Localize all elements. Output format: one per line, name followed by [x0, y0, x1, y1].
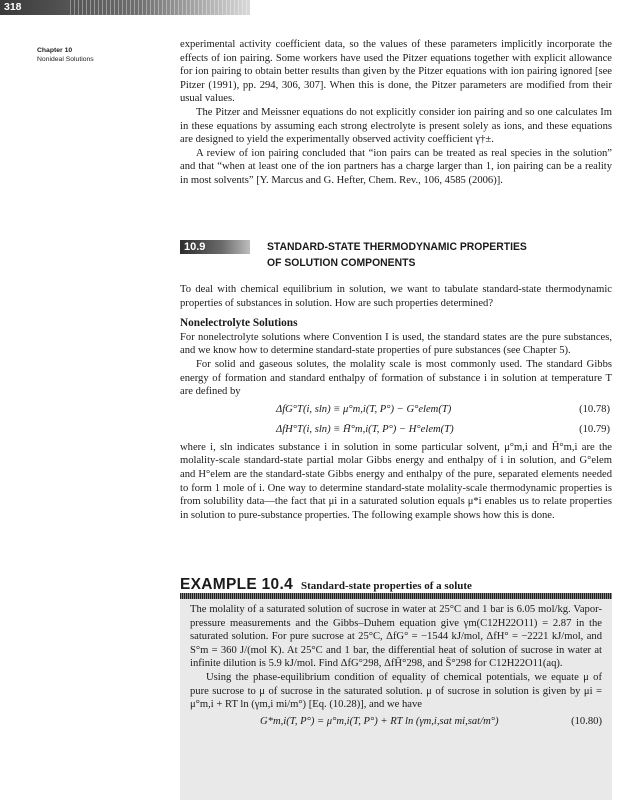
equation-10-80	[190, 714, 602, 732]
equation-10-78-body: ΔfG°T(i, sln) ≡ μ°m,i(T, P°) − G°elem(T)	[276, 403, 452, 415]
section-paragraph-4: where i, sln indicates substance i in solution in some particular solvent, μ°m,i and H̄°m,i are the molality-scale standard-state partial molar Gibbs energy and enthalpy of i in solution, and G°elem and H°elem are the standard-state Gibbs energy and enthalpy of the pure, separated elements needed to form 1 mole of i. One way to determine standard-state molality-scale thermodynamic properties is from solubility data—the fact that μi in a saturated solution equals μ*i enables us to relate properties in solution to pure-substance properties. The following example shows how this is done.	[180, 441, 612, 521]
page-header-tab	[0, 0, 250, 15]
example-heading	[180, 576, 612, 594]
section-number: 10.9	[180, 240, 250, 254]
chapter-label: Chapter 10	[37, 47, 73, 54]
header-stripes	[70, 0, 250, 15]
chapter-title: Nonideal Solutions	[37, 56, 94, 63]
example-body	[190, 603, 602, 732]
equation-10-79-body: ΔfH°T(i, sln) ≡ H̄°m,i(T, P°) − H°elem(T)	[276, 423, 454, 435]
example-label: EXAMPLE 10.4	[180, 576, 294, 593]
intro-paragraph-2: The Pitzer and Meissner equations do not explicitly consider ion pairing and so one calculates Im in these equations by assuming each strong electrolyte is present solely as ions, and these equations are designed to yield the experimentally observed activity coefficient γ†±.	[180, 106, 612, 146]
chapter-sidebar	[37, 46, 167, 64]
intro-paragraph-3: A review of ion pairing concluded that “ion pairs can be treated as real species in the solution” and that “when at least one of the ion partners has a charge larger than 1, ion pairing can be a reality in most solvents” [Y. Marcus and G. Hefter, Chem. Rev., 106, 4585 (2006)].	[180, 147, 612, 186]
section-heading	[180, 238, 612, 274]
example-paragraph-1: The molality of a saturated solution of sucrose in water at 25°C and 1 bar is 6.05 mol/kg. Vapor-pressure measurements and the Gibbs–Duhem equation give γm(C12H22O11) = 2.87 in the saturated solution. For pure sucrose at 25°C, ΔfG° = −1544 kJ/mol, ΔfH° = −2221 kJ/mol, and S°m = 360 J/(mol K). At 25°C and 1 bar, the differential heat of solution of sucrose in water at infinite dilution is 5.9 kJ/mol. Find ΔfG°298, ΔfH̄°298, and S̄°298 for C12H22O11(aq).	[190, 604, 602, 670]
section-paragraph-3: For solid and gaseous solutes, the molality scale is most commonly used. The standard Gibbs energy of formation and standard enthalpy of formation of substance i in solution at temperature T are defined by	[180, 358, 612, 398]
section-title-line-1: STANDARD-STATE THERMODYNAMIC PROPERTIES	[267, 241, 527, 253]
intro-paragraph-1: experimental activity coefficient data, so the values of these parameters implicitly incorporate the effects of ion pairing. Some workers have used the Pitzer equations together with explicit allowance for ion pairing to obtain better results than given by the Pitzer equations with ion pairing ignored [see Pitzer (1991), pp. 294, 306, 307]. When this is done, the Pitzer parameters are modified from their usual values.	[180, 39, 612, 105]
equation-10-80-number: (10.80)	[571, 715, 602, 727]
equation-10-80-body: G*m,i(T, P°) = μ°m,i(T, P°) + RT ln (γm,i,sat mi,sat/m°)	[260, 715, 499, 727]
section-title-line-2: OF SOLUTION COMPONENTS	[267, 257, 416, 269]
section-body	[180, 283, 612, 522]
example-paragraph-2: Using the phase-equilibrium condition of equality of chemical potentials, we equate μ of pure sucrose to μ of sucrose in the saturated solution. μ of sucrose in solution is given by μi = μ°m,i + RT ln (γm,i mi/m°) [Eq. (10.28)], and we have	[190, 671, 602, 711]
equation-10-79	[180, 421, 612, 439]
example-title: Standard-state properties of a solute	[301, 580, 472, 592]
section-title	[267, 239, 584, 271]
equation-10-78-number: (10.78)	[579, 403, 610, 415]
page-number: 318	[4, 1, 22, 13]
equation-10-78	[180, 401, 612, 419]
equation-10-79-number: (10.79)	[579, 423, 610, 435]
subheading-nonelectrolyte: Nonelectrolyte Solutions	[180, 317, 298, 330]
intro-text	[180, 38, 612, 188]
section-paragraph-2: For nonelectrolyte solutions where Convention I is used, the standard states are the pure substances, and we know how to determine standard-state properties of pure substances (see Chapter 5).	[180, 331, 612, 357]
section-paragraph-1: To deal with chemical equilibrium in solution, we want to tabulate standard-state thermodynamic properties of substances in solution. How are such properties determined?	[180, 284, 612, 309]
